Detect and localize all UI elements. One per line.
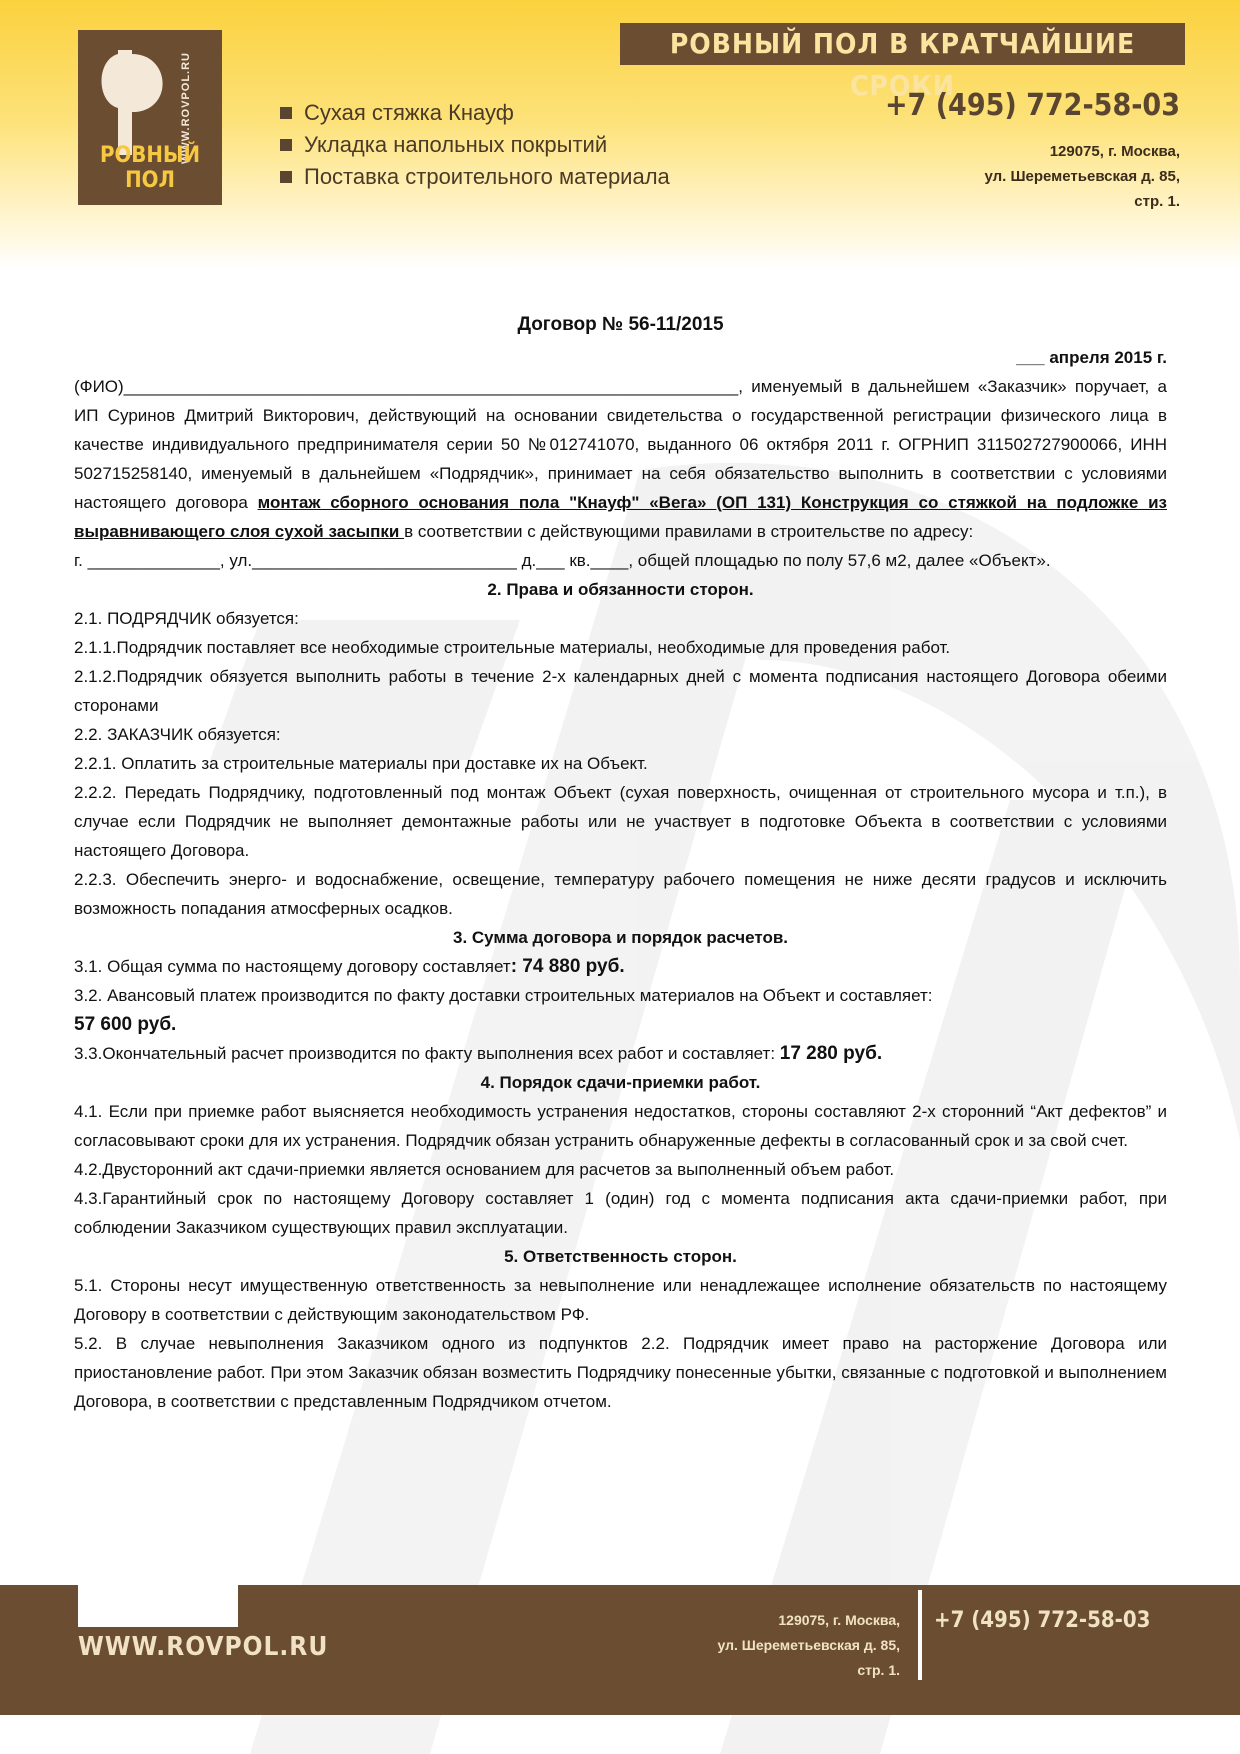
- clause: 2.2.3. Обеспечить энерго- и водоснабжение, освещение, температуру рабочего помещения не ниже десяти градусов и исключить возможность попадания атмосферных осадков.: [74, 870, 1167, 918]
- final-amount: 17 280 руб.: [779, 1043, 883, 1064]
- clause: 2.1. ПОДРЯДЧИК обязуется:: [74, 609, 299, 628]
- footer-site-link[interactable]: WWW.ROVPOL.RU: [78, 1632, 329, 1662]
- contract-intro: (ФИО)_________________________________________________________________, именуемый в дальнейшем «Заказчик» поручает, а ИП Суринов Дмитрий Викторович, действующий на основании свидетельства о государственной регистрации физического лица в качестве индивидуального предпринимателя серии 50 №012741070, выданного 06 октября 2011 г. ОГРНИП 311502727900066, ИНН 502715258140, именуемый в дальнейшем «Подрядчик», принимает на себя обязательство выполнить в соответствии с условиями настоящего договора монтаж сборного основания пола "Кнауф" «Вега» (ОП 131) Конструкция со стяжкой на подложке из выравнивающего слоя сухой засыпки в соответствии с действующими правилами в строительстве по адресу:: [74, 377, 1167, 541]
- logo-mark-icon: [96, 50, 174, 155]
- footer-notch: [78, 1585, 238, 1627]
- clause-final: 3.3.Окончательный расчет производится по факту выполнения всех работ и составляет: 17 280 руб.: [74, 1043, 883, 1064]
- service-item: Сухая стяжка Кнауф: [280, 100, 670, 126]
- footer-divider: [918, 1590, 922, 1680]
- clause: 4.1. Если при приемке работ выясняется необходимость устранения недостатков, стороны составляют 2-х сторонний “Акт дефектов” и согласовывают сроки для их устранения. Подрядчик обязан устранить обнаруженные дефекты в согласованный срок и за свой счет.: [74, 1102, 1167, 1150]
- square-bullet-icon: [280, 171, 292, 183]
- clause: 5.2. В случае невыполнения Заказчиком одного из подпунктов 2.2. Подрядчик имеет право на расторжение Договора или приостановление работ. При этом Заказчик обязан возместить Подрядчику понесенные убытки, связанные с подготовкой и выполнением Договора, в соответствии с представленным Подрядчиком отчетом.: [74, 1334, 1167, 1411]
- clause: 4.2.Двусторонний акт сдачи-приемки является основанием для расчетов за выполненный объем работ.: [74, 1160, 895, 1179]
- clause: 2.2.2. Передать Подрядчику, подготовленный под монтаж Объект (сухая поверхность, очищенная от строительного мусора и т.п.), в случае если Подрядчик не выполняет демонтажные работы или не участвует в подготовке Объекта в соответствии с условиями настоящего Договора.: [74, 783, 1167, 860]
- service-item: Укладка напольных покрытий: [280, 132, 670, 158]
- section-4-title: 4. Порядок сдачи-приемки работ.: [480, 1073, 761, 1092]
- footer-address: 129075, г. Москва, ул. Шереметьевская д. 85, стр. 1.: [717, 1612, 900, 1678]
- footer-phone: +7 (495) 772-58-03: [934, 1608, 1151, 1633]
- clause: 2.2. ЗАКАЗЧИК обязуется:: [74, 725, 281, 744]
- contract-body: [74, 310, 1167, 1416]
- company-logo: [78, 30, 222, 205]
- advance-amount: 57 600 руб.: [74, 1014, 177, 1035]
- clause-total: 3.1. Общая сумма по настоящему договору составляет: 74 880 руб.: [74, 956, 625, 977]
- header-address: 129075, г. Москва, ул. Шереметьевская д. 85, стр. 1.: [984, 143, 1180, 210]
- section-2-title: 2. Права и обязанности сторон.: [487, 580, 754, 599]
- services-list: [280, 100, 670, 196]
- logo-site-text: WWW.ROVPOL.RU: [180, 52, 192, 164]
- contract-address-line: г. ______________, ул.____________________________ д.___ кв.____, общей площадью по полу 57,6 м2, далее «Объект».: [74, 551, 1051, 570]
- square-bullet-icon: [280, 107, 292, 119]
- clause: 2.2.1. Оплатить за строительные материалы при доставке их на Объект.: [74, 754, 648, 773]
- header-phone: +7 (495) 772-58-03: [884, 88, 1180, 123]
- clause: 2.1.2.Подрядчик обязуется выполнить работы в течение 2-х календарных дней с момента подписания настоящего Договора обеими сторонами: [74, 667, 1167, 715]
- logo-brand-text: РОВНЫЙ ПОЛ: [99, 143, 201, 193]
- clause: 2.1.1.Подрядчик поставляет все необходимые строительные материалы, необходимые для проведения работ.: [74, 638, 951, 657]
- work-description: монтаж сборного основания пола "Кнауф" «Вега» (ОП 131) Конструкция со стяжкой на подложке из выравнивающего слоя сухой засыпки: [74, 493, 1167, 541]
- section-5-title: 5. Ответственность сторон.: [504, 1247, 737, 1266]
- section-3-title: 3. Сумма договора и порядок расчетов.: [452, 928, 789, 947]
- contract-title: Договор № 56-11/2015: [517, 314, 724, 335]
- clause-advance: 3.2. Авансовый платеж производится по факту доставки строительных материалов на Объект и составляет:: [74, 986, 933, 1005]
- contract-date: ___ апреля 2015 г.: [1016, 348, 1167, 367]
- total-amount: : 74 880 руб.: [510, 956, 625, 977]
- header-slogan: РОВНЫЙ ПОЛ В КРАТЧАЙШИЕ СРОКИ: [620, 23, 1185, 65]
- clause: 5.1. Стороны несут имущественную ответственность за невыполнение или ненадлежащее исполнение обязательств по настоящему Договору в соответствии с действующим законодательством РФ.: [74, 1276, 1167, 1324]
- square-bullet-icon: [280, 139, 292, 151]
- clause: 4.3.Гарантийный срок по настоящему Договору составляет 1 (один) год с момента подписания акта сдачи-приемки работ, при соблюдении Заказчиком существующих правил эксплуатации.: [74, 1189, 1167, 1237]
- service-item: Поставка строительного материала: [280, 164, 670, 190]
